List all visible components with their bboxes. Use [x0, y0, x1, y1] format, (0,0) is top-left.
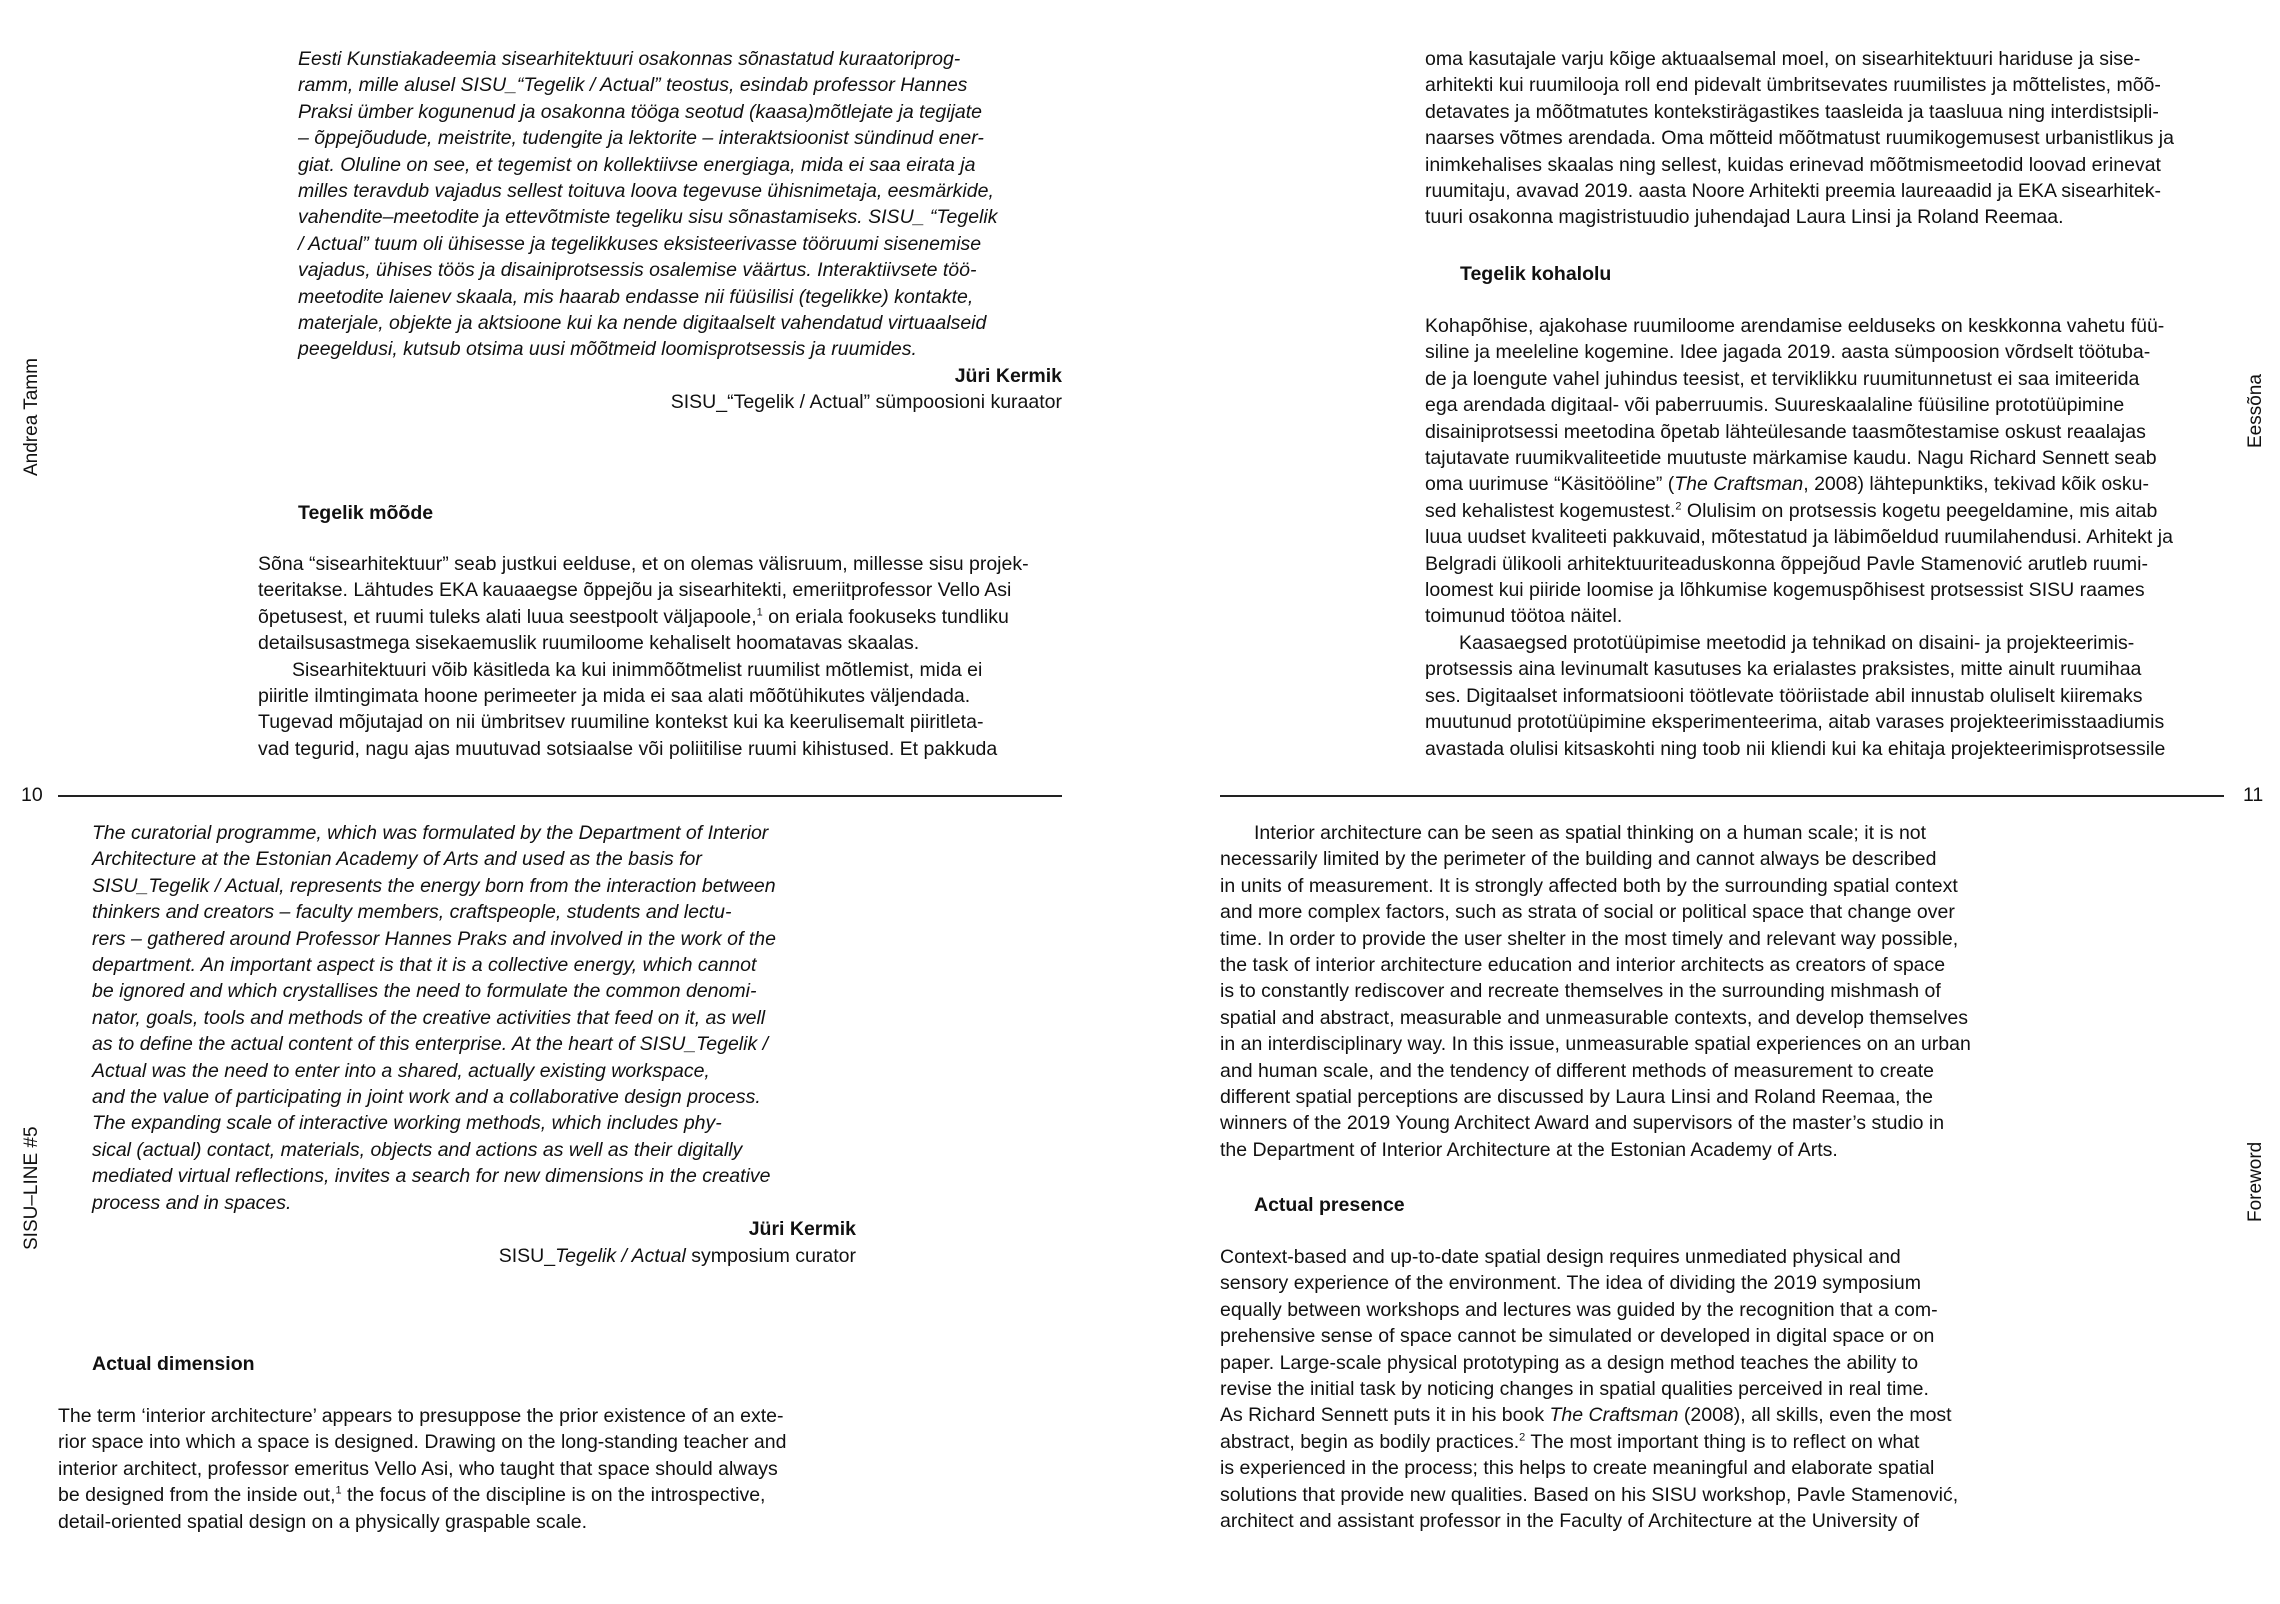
et-section-left: [298, 500, 1062, 526]
et-intro-signature-name: Jüri Kermik: [954, 364, 1062, 387]
text-line: peegeldusi, kutsub otsima uusi mõõtmeid loomisprotsessis ja ruumides.: [298, 338, 917, 361]
en-para-continued: [1220, 820, 2020, 1163]
en-section-right: [1254, 1192, 2014, 1218]
text-line: process and in spaces.: [92, 1191, 292, 1214]
text-line: Interior architecture can be seen as spatial thinking on a human scale; it is not: [1254, 822, 1927, 844]
text-line: inimkehalises skaalas ning sellest, kuidas erinevad mõõtmismeetodid loovad erinevat: [1425, 153, 2161, 176]
text-line: arhitekti kui ruumilooja roll end pidevalt ümbritsevates ruumilistes ja mõttelistes, mõõ-: [1425, 74, 2161, 97]
en-intro-left: [92, 820, 856, 1269]
running-head-eessona: Eessõna: [2245, 374, 2266, 448]
text-line: The curatorial programme, which was formulated by the Department of Interior: [92, 822, 769, 844]
et-cont-right: [1425, 46, 2225, 231]
text-line: different spatial perceptions are discussed by Laura Linsi and Roland Reemaa, the: [1220, 1086, 1933, 1109]
text-line: naarses võtmes arendada. Oma mõtteid mõõtmatust ruumikogemusest urbanistlikus ja: [1425, 127, 2174, 150]
text-line: time. In order to provide the user shelter in the most timely and relevant way possible,: [1220, 927, 1959, 950]
text-line: vajadus, ühises töös ja disainiprotsessis osalemise väärtus. Interaktiivsete töö-: [298, 259, 977, 282]
text-line: meetodite laienev skaala, mis haarab endasse nii füüsilisi (tegelikke) kontakte,: [298, 285, 974, 308]
text-line: and human scale, and the tendency of different methods of measurement to create: [1220, 1059, 1934, 1082]
text-line: and the value of participating in joint work and a collaborative design process.: [92, 1086, 761, 1109]
divider-rule-left: [58, 795, 1062, 797]
section-heading-actual-dimension: Actual dimension: [92, 1353, 255, 1375]
text-line: Eesti Kunstiakadeemia sisearhitektuuri osakonnas sõnastatud kuraatoriprog-: [298, 48, 961, 70]
text-line: vahendite–meetodite ja ettevõtmiste tegeliku sisu sõnastamiseks. SISU_ “Tegelik: [298, 206, 998, 229]
text-line: detavates ja mõõtmatutes kontekstirägastikes taasleida ja taasluua ning interdistsipli-: [1425, 100, 2159, 123]
en-body-left: [58, 1403, 856, 1535]
text-line: giat. Oluline on see, et tegemist on kollektiivse energiaga, mida ei saa eirata ja: [298, 153, 976, 176]
en-para-actual-dimension: The term ‘interior architecture’ appears to presuppose the prior existence of an exte- rior space into which a space is designed. Drawing on the long-standing teacher and interior architect, professor emeritus Vello Asi, who taught that space should always be designed from the inside out,$^1$ the focus of the discipline is on the introspective, detail-oriented spatial design on a physically graspable scale.: [58, 1405, 787, 1533]
running-head-foreword: Foreword: [2245, 1141, 2266, 1222]
en-intro-signature-role: SISU_Tegelik / Actual symposium curator: [498, 1244, 856, 1267]
text-line: The expanding scale of interactive working methods, which includes phy-: [92, 1112, 722, 1135]
text-line: the Department of Interior Architecture at the Estonian Academy of Arts.: [1220, 1138, 1838, 1161]
text-line: sical (actual) contact, materials, objects and actions as well as their digitally: [92, 1138, 743, 1161]
text-line: thinkers and creators – faculty members, craftspeople, students and lectu-: [92, 901, 732, 924]
text-line: is to constantly rediscover and recreate themselves in the surrounding mishmash of: [1220, 980, 1941, 1003]
text-line: as to define the actual content of this enterprise. At the heart of SISU_Tegelik /: [92, 1033, 769, 1056]
text-line: Actual was the need to enter into a shared, actually existing workspace,: [92, 1059, 710, 1082]
et-para-1: Sõna “sisearhitektuur” seab justkui eelduse, et on olemas välisruum, millesse sisu projek- teeritakse. Lähtudes EKA kauaaegse õppejõu ja sisearhitekti, emeriitprofessor Vello Asi õpetusest, et ruumi tuleks alati luua seestpoolt väljapoole,$^1$ on eriala fookuseks tundliku detailsusastmega sisekaemuslik ruumiloome kehaliselt hoomatavas skaalas.: [258, 553, 1029, 655]
text-line: / Actual” tuum oli ühisesse ja tegelikkuses eksisteerivasse tööruumi sisenemise: [298, 232, 982, 255]
et-intro-left: [298, 46, 1062, 416]
page-number-left: 10: [21, 784, 43, 806]
section-heading-tegelik-moode: Tegelik mõõde: [298, 502, 434, 524]
text-line: Praksi ümber kogunenud ja osakonna tööga seotud (kaasa)mõtlejate ja tegijate: [298, 100, 983, 123]
running-head-author: Andrea Tamm: [21, 358, 42, 476]
text-line: materjale, objekte ja aktsioone kui ka nende digitaalselt vahendatud virtuaalseid: [298, 312, 987, 335]
text-line: ruumitaju, avavad 2019. aasta Noore Arhitekti preemia laureaadid ja EKA sisearhitek-: [1425, 180, 2161, 203]
et-section-right: [1460, 261, 2220, 287]
et-para-kohalolu-1: Kohapõhise, ajakohase ruumiloome arendamise eelduseks on keskkonna vahetu füü- siline ja meeleline kogemine. Idee jagada 2019. aasta sümpoosion võrdselt töötuba- de ja loengute vahel juhindus teesist, et terviklikku ruumitunnetust ei saa imiteerida ega arendada digitaal- või paberruumis. Suureskaalaline füüsiline prototüüpimine disainiprotsessi meetodina õpetab lähteülesande taasmõtestamise oskust reaalajas tajutavate ruumikvaliteetide muutuste märkamise kaudu. Nagu Richard Sennett seab oma uurimuse “Käsitööline” (The Craftsman, 2008) lähtepunktiks, tekivad kõik osku- sed kehalistest kogemustest.$^2$ Olulisim on protsessis kogetu peegeldamine, mis aitab luua uudset kvaliteeti pakkuvaid, mõtestatud ja läbimõeldud ruumilahendusi. Arhitekt ja Belgradi ülikooli arhitektuuriteaduskonna õppejõud Pavle Stamenović arutleb ruumi- loomest kui piiride loomise ja lõhkumise kogemuspõhisest protsessist SISU raames toimunud töötoa näitel.: [1425, 315, 2173, 628]
section-heading-actual-presence: Actual presence: [1254, 1194, 1405, 1216]
en-cont-right: [1220, 820, 2020, 1163]
text-line: ramm, mille alusel SISU_“Tegelik / Actual” teostus, esindab professor Hannes: [298, 74, 968, 97]
en-body-right: [1220, 1244, 2020, 1534]
text-line: – õppejõudude, meistrite, tudengite ja lektorite – interaktsioonist sündinud ener-: [298, 127, 984, 150]
page-number-right: 11: [2243, 784, 2264, 806]
et-body-left: [258, 551, 1062, 762]
text-line: in units of measurement. It is strongly affected both by the surrounding spatial context: [1220, 874, 1958, 897]
et-intro-text: [298, 46, 1062, 363]
et-intro-signature-role: SISU_“Tegelik / Actual” sümpoosioni kuraator: [670, 391, 1062, 414]
text-line: the task of interior architecture education and interior architects as creators of space: [1220, 954, 1946, 977]
text-line: rers – gathered around Professor Hannes Praks and involved in the work of the: [92, 927, 776, 950]
text-line: spatial and abstract, measurable and unmeasurable contexts, and develop themselves: [1220, 1006, 1968, 1029]
text-line: necessarily limited by the perimeter of the building and cannot always be described: [1220, 848, 1937, 871]
running-head-journal: SISU–LINE #5: [21, 1126, 42, 1250]
text-line: winners of the 2019 Young Architect Award and supervisors of the master’s studio in: [1220, 1112, 1945, 1135]
text-line: tuuri osakonna magistristuudio juhendajad Laura Linsi ja Roland Reemaa.: [1425, 206, 2064, 229]
text-line: milles teravdub vajadus sellest toituva loova tegevuse ühisnimetaja, eesmärkide,: [298, 180, 994, 203]
text-line: Architecture at the Estonian Academy of Arts and used as the basis for: [92, 848, 702, 871]
en-intro-signature-name: Jüri Kermik: [748, 1218, 856, 1241]
en-section-left: [92, 1351, 856, 1377]
text-line: SISU_Tegelik / Actual, represents the energy born from the interaction between: [92, 874, 776, 897]
et-para-kohalolu-2: Kaasaegsed prototüüpimise meetodid ja tehnikad on disaini- ja projekteerimis- protsessis aina levinumalt kasutuses ka erialastes praksistes, mitte ainult ruumihaa ses. Digitaalset informatsiooni töötlevate tööriistade abil innustab oluliselt kiiremaks muutunud prototüüpimine eksperimenteerima, aitab varases projekteerimisstaadiumis avastada olulisi kitsaskohti ning toob nii kliendi kui ka ehitaja projekteerimisprotsessile: [1425, 631, 2166, 760]
et-para-2: Sisearhitektuuri võib käsitleda ka kui inimmõõtmelist ruumilist mõtlemist, mida ei piiritle ilmtingimata hoone perimeeter ja mida ei saa alati mõõtühikutes väljendada. Tugevad mõjutajad on nii ümbritsev ruumiline kontekst kui ka keerulisemalt piiritleta- vad tegurid, nagu ajas muutuvad sotsiaalse või poliitilise ruumi kihistused. Et pakkuda: [258, 658, 998, 760]
text-line: mediated virtual reflections, invites a search for new dimensions in the creative: [92, 1165, 771, 1188]
en-para-actual-presence: Context-based and up-to-date spatial design requires unmediated physical and sensory experience of the environment. The idea of dividing the 2019 symposium equally between workshops and lectures was guided by the recognition that a com- prehensive sense of space cannot be simulated or developed in digital space or on paper. Large-scale physical prototyping as a design method teaches the ability to revise the initial task by noticing changes in spatial qualities perceived in real time. As Richard Sennett puts it in his book The Craftsman (2008), all skills, even the most abstract, begin as bodily practices.$^2$ The most important thing is to reflect on what is experienced in the process; this helps to create meaningful and elaborate spatial solutions that provide new qualities. Based on his SISU workshop, Pavle Stamenović, architect and assistant professor in the Faculty of Architecture at the University of: [1220, 1246, 1959, 1533]
text-line: department. An important aspect is that it is a collective energy, which cannot: [92, 954, 757, 977]
et-body-right: [1425, 313, 2225, 762]
text-line: oma kasutajale varju kõige aktuaalsemal moel, on sisearhitektuuri hariduse ja sise-: [1425, 48, 2141, 70]
divider-rule-right: [1220, 795, 2224, 797]
text-line: nator, goals, tools and methods of the creative activities that feed on it, as well: [92, 1006, 766, 1029]
et-para-continued: [1425, 46, 2225, 231]
text-line: in an interdisciplinary way. In this issue, unmeasurable spatial experiences on an urban: [1220, 1033, 1971, 1056]
en-intro-text: [92, 820, 856, 1216]
text-line: be ignored and which crystallises the need to formulate the common denomi-: [92, 980, 757, 1003]
section-heading-tegelik-kohalolu: Tegelik kohalolu: [1460, 263, 1612, 285]
text-line: and more complex factors, such as strata of social or political space that change over: [1220, 901, 1955, 924]
